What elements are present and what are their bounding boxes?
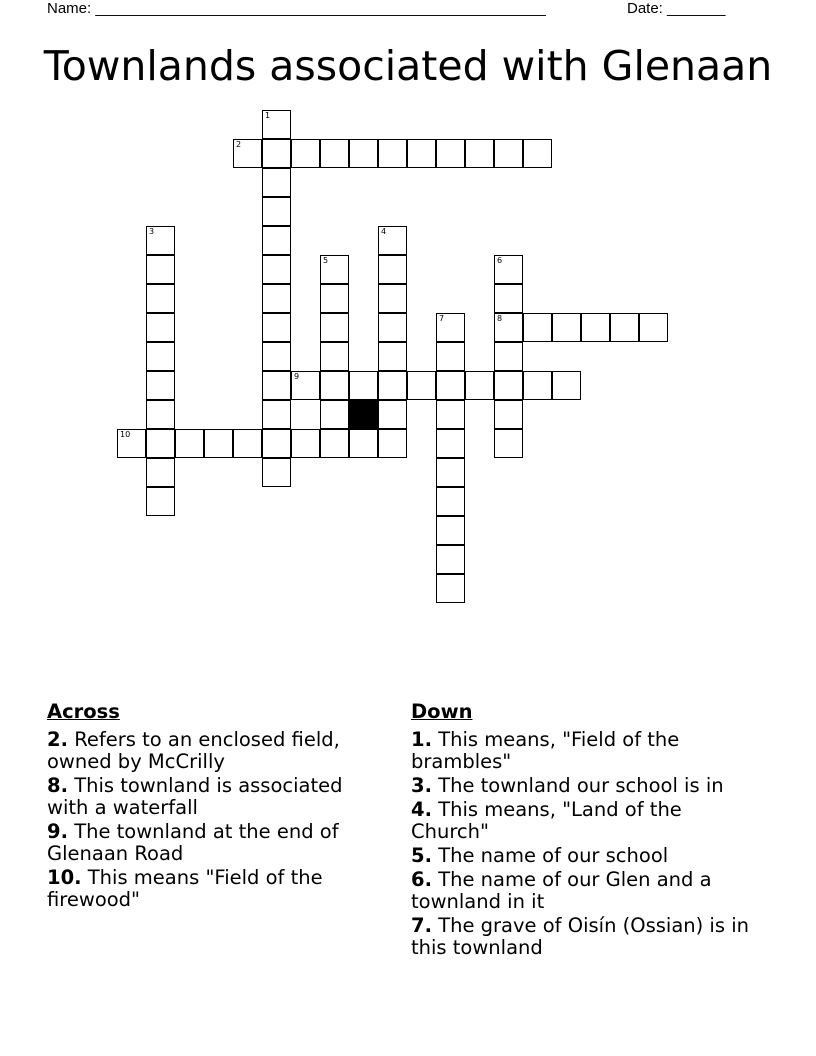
grid-cell[interactable]: [262, 458, 291, 487]
grid-cell[interactable]: [233, 139, 262, 168]
clue-text: This townland is associated with a waterfall: [47, 774, 343, 819]
grid-cell[interactable]: [523, 139, 552, 168]
grid-cell[interactable]: [436, 139, 465, 168]
clue-number: 5.: [411, 844, 432, 867]
grid-cell[interactable]: [378, 400, 407, 429]
grid-cell[interactable]: [494, 284, 523, 313]
clue-text: Refers to an enclosed field, owned by McCrilly: [47, 728, 340, 773]
down-clue: [411, 729, 761, 773]
grid-cell[interactable]: [436, 516, 465, 545]
clue-number-label: 10: [120, 430, 131, 439]
clue-number-label: 6: [497, 256, 503, 265]
grid-cell[interactable]: [436, 371, 465, 400]
grid-cell[interactable]: [262, 226, 291, 255]
across-clue: [47, 729, 377, 773]
clue-number-label: 7: [439, 314, 445, 323]
grid-cell[interactable]: [494, 371, 523, 400]
grid-cell[interactable]: [320, 255, 349, 284]
grid-cell[interactable]: [262, 313, 291, 342]
grid-cell[interactable]: [378, 255, 407, 284]
grid-cell[interactable]: [117, 429, 146, 458]
clue-text: This means, "Field of the brambles": [411, 728, 680, 773]
grid-cell[interactable]: [320, 284, 349, 313]
grid-cell[interactable]: [262, 342, 291, 371]
down-clue: [411, 869, 761, 913]
across-heading: Across: [47, 700, 120, 723]
grid-cell[interactable]: [610, 313, 639, 342]
grid-cell[interactable]: [523, 371, 552, 400]
grid-cell[interactable]: [262, 110, 291, 139]
grid-cell[interactable]: [523, 313, 552, 342]
grid-cell[interactable]: [378, 342, 407, 371]
grid-cell[interactable]: [291, 429, 320, 458]
grid-cell[interactable]: [407, 371, 436, 400]
grid-cell[interactable]: [320, 342, 349, 371]
grid-cell[interactable]: [262, 284, 291, 313]
grid-cell[interactable]: [436, 574, 465, 603]
grid-cell[interactable]: [146, 458, 175, 487]
clue-number-label: 2: [236, 140, 242, 149]
grid-cell[interactable]: [291, 371, 320, 400]
clue-number-label: 4: [381, 227, 387, 236]
grid-cell[interactable]: [262, 371, 291, 400]
grid-cell[interactable]: [320, 313, 349, 342]
grid-cell[interactable]: [262, 429, 291, 458]
clue-number: 3.: [411, 774, 432, 797]
grid-cell[interactable]: [552, 313, 581, 342]
clue-number: 7.: [411, 914, 432, 937]
down-clue: [411, 775, 761, 797]
clue-number: 9.: [47, 820, 68, 843]
grid-cell[interactable]: [494, 342, 523, 371]
grid-cell[interactable]: [146, 313, 175, 342]
grid-cell[interactable]: [378, 284, 407, 313]
grid-cell[interactable]: [262, 139, 291, 168]
clue-text: The townland our school is in: [438, 774, 724, 797]
grid-cell[interactable]: [233, 429, 262, 458]
date-field[interactable]: Date: _______: [627, 0, 726, 17]
grid-cell[interactable]: [291, 139, 320, 168]
clue-number-label: 5: [323, 256, 329, 265]
grid-cell[interactable]: [146, 342, 175, 371]
grid-cell[interactable]: [320, 429, 349, 458]
grid-cell[interactable]: [494, 255, 523, 284]
grid-cell[interactable]: [378, 429, 407, 458]
grid-cell[interactable]: [436, 458, 465, 487]
grid-cell[interactable]: [146, 284, 175, 313]
clue-number: 1.: [411, 728, 432, 751]
puzzle-title: Townlands associated with Glenaan: [43, 42, 773, 90]
grid-cell[interactable]: [146, 371, 175, 400]
grid-cell[interactable]: [175, 429, 204, 458]
across-clues: [47, 701, 377, 913]
grid-cell[interactable]: [349, 371, 378, 400]
grid-cell[interactable]: [436, 313, 465, 342]
across-clue: [47, 821, 377, 865]
grid-cell[interactable]: [494, 400, 523, 429]
grid-cell[interactable]: [465, 139, 494, 168]
grid-cell[interactable]: [320, 400, 349, 429]
grid-cell[interactable]: [146, 255, 175, 284]
grid-cell[interactable]: [262, 255, 291, 284]
across-clue: [47, 775, 377, 819]
clue-text: The name of our Glen and a townland in it: [411, 868, 712, 913]
grid-cell[interactable]: [465, 371, 494, 400]
clue-text: The townland at the end of Glenaan Road: [47, 820, 339, 865]
grid-cell[interactable]: [349, 139, 378, 168]
grid-cell[interactable]: [378, 313, 407, 342]
grid-cell[interactable]: [378, 139, 407, 168]
grid-cell[interactable]: [146, 400, 175, 429]
grid-cell[interactable]: [407, 139, 436, 168]
grid-cell[interactable]: [378, 371, 407, 400]
down-clues: [411, 701, 761, 961]
grid-cell[interactable]: [349, 429, 378, 458]
clue-number: 2.: [47, 728, 68, 751]
name-field[interactable]: Name: ______________________________________________________: [47, 0, 546, 17]
grid-cell[interactable]: [494, 139, 523, 168]
down-heading: Down: [411, 700, 473, 723]
grid-cell[interactable]: [146, 487, 175, 516]
grid-cell[interactable]: [436, 545, 465, 574]
clue-text: This means "Field of the firewood": [47, 866, 323, 911]
clue-number: 4.: [411, 798, 432, 821]
grid-cell[interactable]: [494, 313, 523, 342]
down-clue: [411, 799, 761, 843]
grid-cell[interactable]: [204, 429, 233, 458]
grid-cell[interactable]: [146, 429, 175, 458]
down-clue: [411, 915, 761, 959]
clue-text: The grave of Oisín (Ossian) is in this townland: [411, 914, 749, 959]
down-clue: [411, 845, 761, 867]
grid-cell[interactable]: [436, 400, 465, 429]
clue-text: This means, "Land of the Church": [411, 798, 682, 843]
grid-cell[interactable]: [581, 313, 610, 342]
clue-number-label: 1: [265, 111, 271, 120]
clue-text: The name of our school: [438, 844, 669, 867]
grid-cell[interactable]: [552, 371, 581, 400]
clue-number-label: 8: [497, 314, 503, 323]
clue-number: 10.: [47, 866, 82, 889]
clue-number: 8.: [47, 774, 68, 797]
grid-cell[interactable]: [262, 168, 291, 197]
grid-cell[interactable]: [639, 313, 668, 342]
clue-number-label: 3: [149, 227, 155, 236]
grid-cell[interactable]: [262, 400, 291, 429]
clue-number: 6.: [411, 868, 432, 891]
across-clue: [47, 867, 377, 911]
grid-cell[interactable]: [436, 342, 465, 371]
grid-cell[interactable]: [320, 371, 349, 400]
grid-cell[interactable]: [262, 197, 291, 226]
grid-cell[interactable]: [146, 226, 175, 255]
grid-cell[interactable]: [436, 429, 465, 458]
clue-number-label: 9: [294, 372, 300, 381]
grid-cell[interactable]: [378, 226, 407, 255]
grid-cell[interactable]: [494, 429, 523, 458]
black-square: [349, 400, 378, 429]
grid-cell[interactable]: [436, 487, 465, 516]
grid-cell[interactable]: [320, 139, 349, 168]
